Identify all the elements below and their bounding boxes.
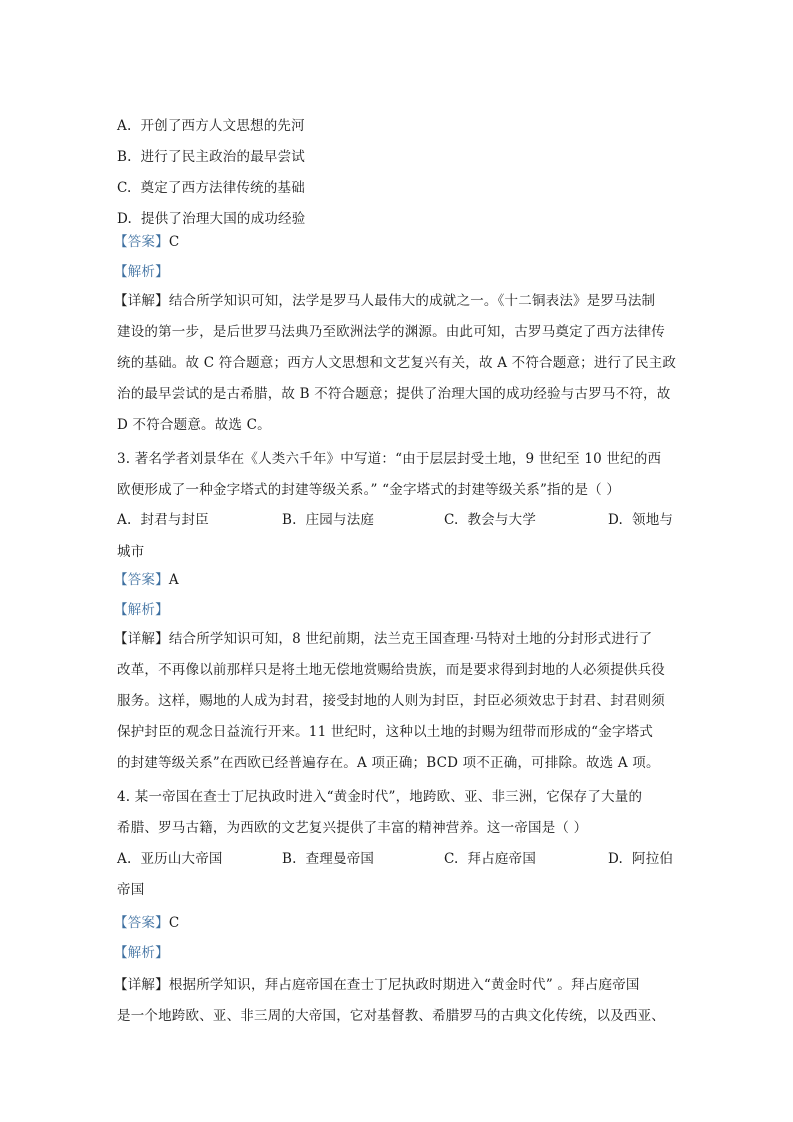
q3-answer: [114, 572, 179, 588]
option-letter: B.: [282, 512, 297, 528]
option-letter: C.: [117, 180, 132, 196]
q3-stem-line-1: 3. 著名学者刘景华在《人类六千年》中写道：“由于层层封受土地，9 世纪至 10 世纪的西: [117, 451, 662, 467]
option-text: 奠定了西方法律传统的基础: [140, 180, 305, 196]
answer-value: C: [168, 915, 180, 931]
answer-label: 【答案】: [114, 915, 169, 931]
q3-options-row: [117, 512, 677, 528]
answer-value: C: [168, 234, 180, 250]
q3-analysis-label: [114, 602, 169, 618]
option-letter: B.: [282, 851, 297, 867]
option-letter: C.: [444, 851, 459, 867]
analysis-label: 【解析】: [114, 945, 169, 961]
q2-detail-line-5: D 不符合题意。故选 C。: [117, 417, 271, 433]
analysis-label: 【解析】: [114, 602, 169, 618]
q2-option-c: [117, 180, 305, 196]
q3-detail-line-5: 的封建等级关系”在西欧已经普遍存在。A 项正确；BCD 项不正确，可排除。故选 A 项。: [117, 755, 660, 771]
answer-label: 【答案】: [114, 234, 169, 250]
answer-value: A: [168, 572, 179, 588]
q2-detail-line-1: [114, 293, 655, 309]
option-text: 庄园与法庭: [305, 512, 375, 528]
q3-option-c: [444, 512, 536, 528]
q4-stem-line-1: 4. 某一帝国在查士丁尼执政时进入“黄金时代”，地跨欧、亚、非三洲，它保存了大量的: [117, 789, 643, 805]
q4-analysis-label: [114, 945, 169, 961]
q2-option-a: [117, 118, 305, 134]
detail-text: 根据所学知识，拜占庭帝国在查士丁尼执政时期进入“黄金时代” 。拜占庭帝国: [168, 977, 640, 993]
option-letter: A.: [117, 512, 132, 528]
option-text: 封君与封臣: [140, 512, 209, 528]
answer-label: 【答案】: [114, 572, 169, 588]
q2-detail-line-2: 建设的第一步，是后世罗马法典乃至欧洲法学的渊源。由此可知，古罗马奠定了西方法律传: [117, 324, 665, 340]
q4-options-row: [117, 851, 677, 867]
option-text: 查理曼帝国: [305, 851, 375, 867]
q3-detail-line-2: 改革，不再像以前那样只是将土地无偿地赏赐给贵族，而是要求得到封地的人必须提供兵役: [117, 662, 665, 678]
option-text: 领地与: [632, 512, 674, 528]
option-letter: A.: [117, 851, 132, 867]
option-letter: C.: [444, 512, 459, 528]
detail-label: 【详解】: [114, 977, 169, 993]
q2-option-b: [117, 149, 305, 165]
option-letter: D.: [608, 851, 624, 867]
option-text: 亚历山大帝国: [140, 851, 223, 867]
q4-option-b: [282, 851, 374, 867]
q4-option-c: [444, 851, 536, 867]
q3-option-d: [608, 512, 673, 528]
option-text: 进行了民主政治的最早尝试: [140, 149, 306, 165]
q2-analysis-label: [114, 264, 169, 280]
q3-detail-line-1: [114, 631, 652, 647]
option-text: 教会与大学: [467, 512, 537, 528]
q2-option-d: [117, 211, 305, 227]
analysis-label: 【解析】: [114, 264, 169, 280]
detail-label: 【详解】: [114, 631, 169, 647]
q2-detail-line-3: 统的基础。故 C 符合题意；西方人文思想和文艺复兴有关，故 A 不符合题意；进行了民主政: [117, 355, 677, 371]
option-text: 拜占庭帝国: [467, 851, 537, 867]
q2-answer: [114, 234, 179, 250]
q3-option-d-continued: 城市: [117, 544, 145, 560]
q3-stem-line-2: 欧便形成了一种金字塔式的封建等级关系。” “金字塔式的封建等级关系”指的是（ ）: [117, 482, 621, 498]
q4-option-d-continued: 帝国: [117, 882, 145, 898]
option-text: 阿拉伯: [632, 851, 674, 867]
option-letter: A.: [117, 118, 132, 134]
q4-detail-line-2: 是一个地跨欧、亚、非三周的大帝国，它对基督教、希腊罗马的古典文化传统，以及西亚、: [117, 1008, 665, 1024]
q4-option-d: [608, 851, 673, 867]
q4-answer: [114, 915, 179, 931]
q3-option-b: [282, 512, 374, 528]
detail-text: 结合所学知识可知，8 世纪前期，法兰克王国查理·马特对土地的分封形式进行了: [168, 631, 653, 647]
option-text: 开创了西方人文思想的先河: [140, 118, 305, 134]
q4-detail-line-1: [114, 977, 640, 993]
q3-detail-line-3: 服务。这样，赐地的人成为封君，接受封地的人则为封臣，封臣必须效忠于封君、封君则须: [117, 693, 665, 709]
detail-label: 【详解】: [114, 293, 169, 309]
option-letter: D.: [608, 512, 624, 528]
q2-detail-line-4: 治的最早尝试的是古希腊，故 B 不符合题意；提供了治理大国的成功经验与古罗马不符，故: [117, 386, 671, 402]
option-text: 提供了治理大国的成功经验: [141, 211, 306, 227]
q3-detail-line-4: 保护封臣的观念日益流行开来。11 世纪时，这种以土地的封赐为纽带而形成的“金字塔式: [117, 724, 654, 740]
option-letter: B.: [117, 149, 132, 165]
q3-option-a: [117, 512, 209, 528]
option-letter: D.: [117, 211, 133, 227]
q4-stem-line-2: 希腊、罗马古籍，为西欧的文艺复兴提供了丰富的精神营养。这一帝国是（ ）: [117, 820, 588, 836]
detail-text: 结合所学知识可知，法学是罗马人最伟大的成就之一。《十二铜表法》是罗马法制: [168, 293, 656, 309]
q4-option-a: [117, 851, 223, 867]
